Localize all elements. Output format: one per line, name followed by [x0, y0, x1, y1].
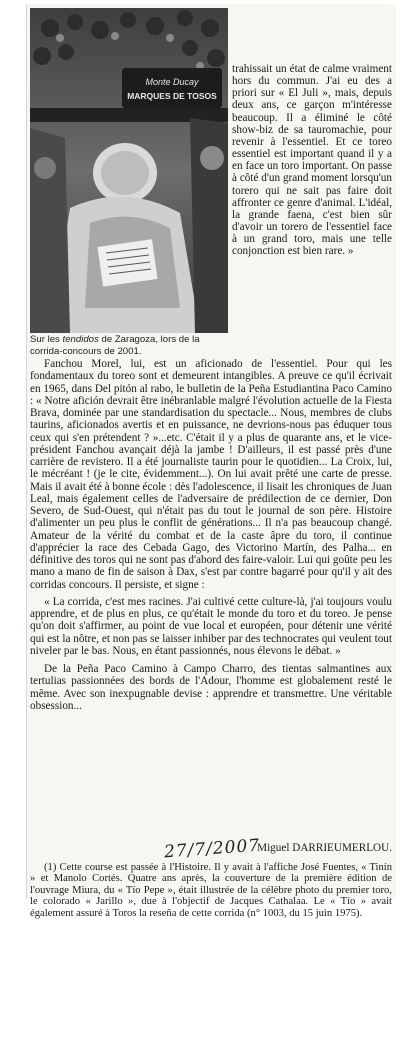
- footnote: [30, 862, 392, 919]
- right-column-text: [232, 63, 392, 258]
- author-signature: Miguel DARRIEUMERLOU.: [257, 842, 392, 854]
- sign-line-1: Monte Ducay: [145, 77, 199, 87]
- right-column-paragraph: trahissait un état de calme vraiment hors du commun. J'ai eu des a priori sur « El Juli », mais, depuis deux ans, ce garçon m'intéresse beaucoup. Il a éliminé le côté show-biz de sa tauromachie, pour revenir à l'essentiel. Et ce toreo essentiel est important quand il y a en face un toro important. On passe à côté d'un grand moment lorsqu'un torero qui ne sait pas faire doit affronter ce genre d'animal. L'idéal, la grande faena, c'est bien sûr d'avoir un torero de l'essentiel face à un grand toro, mais une telle conjonction est bien rare. »: [232, 63, 392, 258]
- arena-photo-image: [30, 8, 228, 333]
- arena-photo: [30, 8, 228, 333]
- caption-prefix: Sur les: [30, 334, 63, 345]
- article-body: [30, 358, 392, 715]
- photo-caption: [30, 334, 228, 357]
- sign-line-2: MARQUES DE TOSOS: [127, 91, 217, 101]
- handwritten-date: 27/7/2007: [163, 835, 261, 863]
- scan-edge: [26, 4, 27, 899]
- body-paragraph-3: De la Peña Paco Camino à Campo Charro, des tientas salmantines aux tertulias passionnées des bords de l'Adour, l'homme est globalement resté le même. Avec son inexpugnable devise : apprendre et transmettre. Une véritable obsession...: [30, 663, 392, 712]
- footnote-text: (1) Cette course est passée à l'Histoire. Il y avait à l'affiche José Fuentes, « Tinín » et Manolo Cortés. Quatre ans après, la couverture de la première édition de l'ouvrage Miura, du « Tío Pepe », était illustrée de la célèbre photo du premier toro, le colorado « Jarillo », due à l'objectif de Jacques Cathalaa. Le « Tío » avait également assuré à Toros la reseña de cette corrida (n° 1003, du 15 juin 1975).: [30, 862, 392, 919]
- caption-suffix: de Zaragoza, lors de la corrida-concours de 2001.: [30, 334, 200, 357]
- caption-italic: tendidos: [62, 334, 99, 345]
- body-paragraph-1: Fanchou Morel, lui, est un aficionado de l'essentiel. Pour qui les fondamentaux du toreo sont et demeurent intangibles. A preuve ce qu'il écrivait en 1965, dans Del pitón al rabo, le bulletin de la Peña Estudiantina Paco Camino : « Notre afición devrait être inébranlable malgré l'évolution actuelle de la Fiesta Brava, dominée par une standardisation du spectacle... Nous, membres de clubs taurins, aficionados avertis et en puissance, ne devrions-nous pas éduquer tous ceux qui s'en prétendent ? »...etc. C'était il y a plus de quarante ans, et le vice-président Fanchou avançait déjà la jambe ! D'ailleurs, il est passé près d'une carrière de revistero. Il a été journaliste taurin pour le quotidien... La Croix, lui, le mécréant ! (je le cite, évidemment...). On lui avait prêté une carte de presse. Mais il avait été à bonne école : dès l'adolescence, il lisait les chroniques de Juan Leal, mais également celles de l'adversaire de prédilection de ce dernier, Don Severo, de Sud-Ouest, qui n'était pas du tout le journal de son père. Histoire d'alimenter un peu plus le conflit de générations... Il n'a pas beaucoup changé. Amateur de la vérité du combat et de la caste âpre du toro, il continue d'apprécier la race des Cebada Gago, des Victorino Martín, des Palha... en définitive des toros qui ne sont pas d'abord des faire-valoir. Lui qui goûte peu les mano a mano de fin de saison à Dax, s'est par contre bagarré pour qu'il y ait des corridas concours. Il persiste, et signe :: [30, 358, 392, 591]
- body-quote: « La corrida, c'est mes racines. J'ai cultivé cette culture-là, j'ai toujours voulu apprendre, et de plus en plus, ce qu'était le monde du toro et du toreo. Je pense qu'on doit s'affirmer, au point de vue local et européen, pour détenir une vérité qui est la nôtre, et non pas se laisser inhiber par des technocrates qui veulent tout niveler par le bas. Nous, en étant passionnés, nous élevons le débat. »: [30, 595, 392, 657]
